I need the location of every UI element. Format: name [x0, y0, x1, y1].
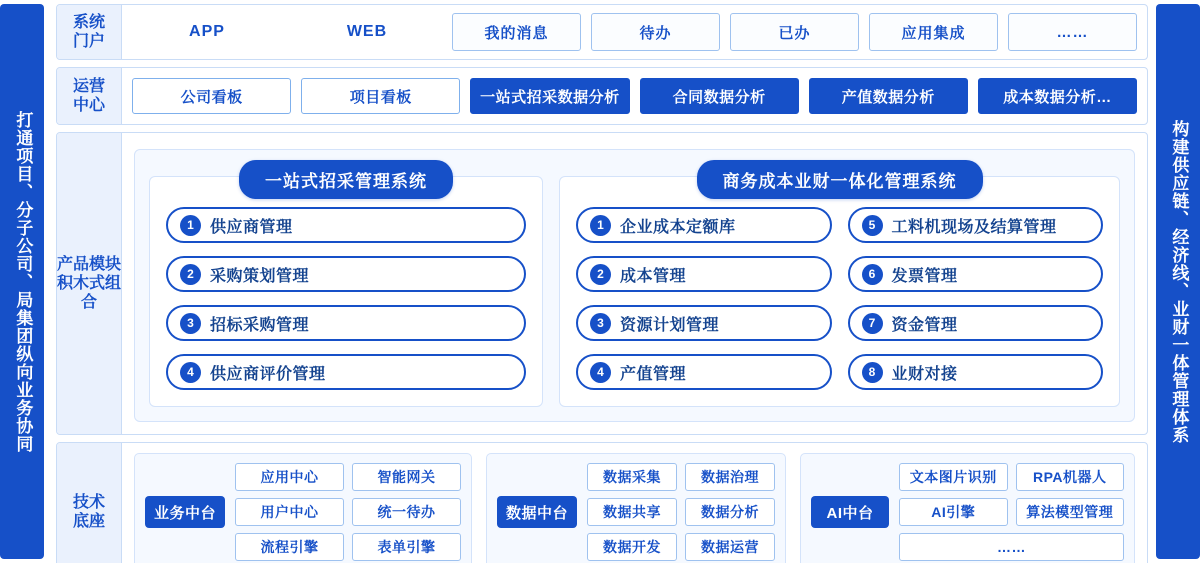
band-label-text: 产品模块积木式组合 — [57, 255, 122, 312]
portal-label-app: APP — [189, 23, 225, 40]
band-label-line2: 底座 — [72, 513, 105, 530]
band-label-line1: 技术 — [72, 493, 105, 511]
band-system-portal — [56, 4, 1148, 60]
tech-tile-data-analysis[interactable]: 数据分析 — [685, 498, 775, 526]
band-label-system-portal — [57, 5, 122, 59]
tech-tile-form-engine[interactable]: 表单引擎 — [352, 533, 461, 561]
module-number: 1 — [590, 215, 611, 236]
tech-tile-ai-engine[interactable]: AI引擎 — [899, 498, 1008, 526]
portal-label-web: WEB — [346, 23, 388, 40]
tech-core-data[interactable]: 数据中台 — [497, 496, 577, 528]
module-number: 2 — [590, 264, 611, 285]
tech-core-ai[interactable]: AI中台 — [811, 496, 889, 528]
module-number: 2 — [180, 264, 201, 285]
module-grid-cost-finance — [576, 207, 1103, 390]
module-label: 招标采购管理 — [210, 316, 310, 334]
module-item[interactable] — [848, 256, 1104, 292]
tech-tile-more[interactable]: …… — [899, 533, 1124, 561]
band-operation-center — [56, 67, 1148, 125]
module-label: 产值管理 — [620, 365, 687, 383]
tech-tile-data-sharing[interactable]: 数据共享 — [587, 498, 677, 526]
module-number: 7 — [862, 313, 883, 334]
module-grid-procurement — [166, 207, 526, 390]
tech-tile-process-engine[interactable]: 流程引擎 — [235, 533, 344, 561]
ops-chip-output-value-analysis[interactable]: 产值数据分析 — [809, 78, 968, 114]
tech-tile-data-development[interactable]: 数据开发 — [587, 533, 677, 561]
module-item[interactable] — [166, 305, 526, 341]
system-title-procurement: 一站式招采管理系统 — [239, 160, 453, 199]
module-label: 供应商管理 — [210, 218, 293, 236]
band-technology-base — [56, 442, 1148, 563]
portal-row — [132, 13, 1137, 51]
module-item[interactable] — [576, 354, 832, 390]
band-label-product-modules — [57, 133, 122, 434]
band-label-line2: 门户 — [72, 33, 105, 50]
operation-row — [132, 76, 1137, 116]
module-label: 发票管理 — [891, 267, 958, 285]
ops-chip-company-board[interactable]: 公司看板 — [132, 78, 291, 114]
tech-tile-data-operation[interactable]: 数据运营 — [685, 533, 775, 561]
tech-core-business[interactable]: 业务中台 — [145, 496, 225, 528]
module-item[interactable] — [576, 207, 832, 243]
right-vertical-banner: 构建供应链、经济线、业财一体管理体系 — [1156, 4, 1200, 559]
tech-group-ai-platform — [800, 453, 1135, 563]
module-label: 供应商评价管理 — [210, 365, 326, 383]
ops-chip-project-board[interactable]: 项目看板 — [301, 78, 460, 114]
module-number: 3 — [590, 313, 611, 334]
ops-chip-cost-analysis[interactable]: 成本数据分析… — [978, 78, 1137, 114]
tech-groups-container — [134, 453, 1135, 563]
module-number: 4 — [180, 362, 201, 383]
module-item[interactable] — [166, 256, 526, 292]
module-label: 业财对接 — [891, 365, 958, 383]
portal-chip-my-messages[interactable]: 我的消息 — [452, 13, 581, 51]
tech-tiles-ai — [899, 463, 1124, 561]
ops-chip-procurement-analysis[interactable]: 一站式招采数据分析 — [470, 78, 629, 114]
tech-tile-rpa-robot[interactable]: RPA机器人 — [1016, 463, 1125, 491]
module-number: 8 — [862, 362, 883, 383]
module-label: 企业成本定额库 — [620, 218, 736, 236]
tech-tile-text-image-recognition[interactable]: 文本图片识别 — [899, 463, 1008, 491]
tech-tiles-data — [587, 463, 775, 561]
module-number: 4 — [590, 362, 611, 383]
module-label: 资金管理 — [891, 316, 958, 334]
tech-tile-unified-todo[interactable]: 统一待办 — [352, 498, 461, 526]
tech-tile-data-governance[interactable]: 数据治理 — [685, 463, 775, 491]
band-label-line2: 中心 — [72, 97, 105, 114]
module-number: 6 — [862, 264, 883, 285]
module-item[interactable] — [848, 207, 1104, 243]
tech-tile-user-center[interactable]: 用户中心 — [235, 498, 344, 526]
module-number: 3 — [180, 313, 201, 334]
tech-group-data-platform — [486, 453, 786, 563]
tech-tile-smart-gateway[interactable]: 智能网关 — [352, 463, 461, 491]
module-label: 成本管理 — [620, 267, 687, 285]
system-title-cost-finance: 商务成本业财一体化管理系统 — [697, 160, 983, 199]
module-label: 采购策划管理 — [210, 267, 310, 285]
band-label-line1: 运营 — [72, 77, 105, 95]
band-label-technology-base — [57, 443, 122, 563]
band-body-system-portal — [122, 5, 1147, 59]
band-body-technology-base — [122, 443, 1147, 563]
tech-group-business-platform — [134, 453, 472, 563]
module-label: 资源计划管理 — [620, 316, 720, 334]
module-item[interactable] — [576, 305, 832, 341]
left-vertical-banner: 打通项目、分子公司、局集团纵向业务协同 — [0, 4, 44, 559]
band-body-operation-center — [122, 68, 1147, 124]
tech-tile-algorithm-model-management[interactable]: 算法模型管理 — [1016, 498, 1125, 526]
band-label-line1: 系统 — [72, 13, 105, 31]
portal-chip-done[interactable]: 已办 — [730, 13, 859, 51]
portal-chip-app-integration[interactable]: 应用集成 — [869, 13, 998, 51]
tech-tile-data-collection[interactable]: 数据采集 — [587, 463, 677, 491]
module-label: 工料机现场及结算管理 — [891, 218, 1057, 236]
system-card-procurement — [149, 172, 543, 407]
band-label-operation-center — [57, 68, 122, 124]
main-column — [56, 4, 1148, 563]
module-item[interactable] — [848, 305, 1104, 341]
module-item[interactable] — [576, 256, 832, 292]
module-item[interactable] — [166, 207, 526, 243]
tech-tile-app-center[interactable]: 应用中心 — [235, 463, 344, 491]
portal-chip-todo[interactable]: 待办 — [591, 13, 720, 51]
system-card-cost-finance — [559, 172, 1120, 407]
module-number: 1 — [180, 215, 201, 236]
module-item[interactable] — [166, 354, 526, 390]
tech-tiles-business — [235, 463, 461, 561]
portal-chip-more[interactable]: …… — [1008, 13, 1137, 51]
module-number: 5 — [862, 215, 883, 236]
ops-chip-contract-analysis[interactable]: 合同数据分析 — [640, 78, 799, 114]
band-product-modules — [56, 132, 1148, 435]
band-body-product-modules — [122, 133, 1147, 434]
module-item[interactable] — [848, 354, 1104, 390]
product-systems-container — [134, 149, 1135, 422]
